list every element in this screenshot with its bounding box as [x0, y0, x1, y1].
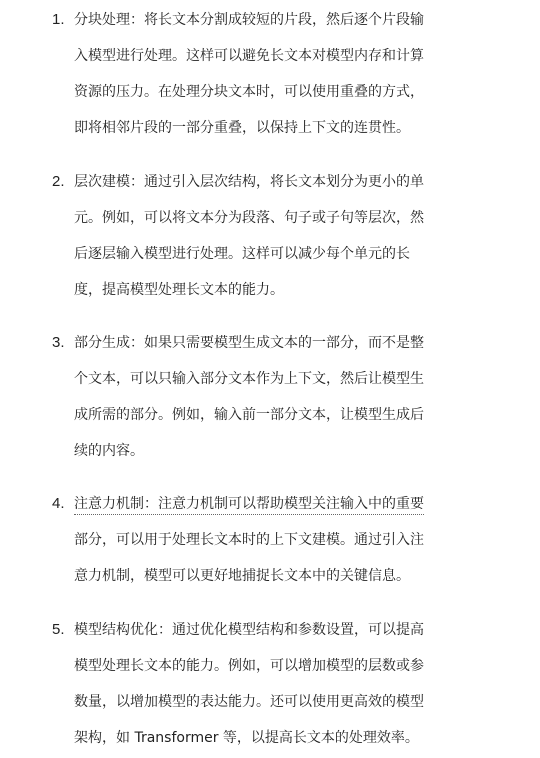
list-item-line: 分块处理：将长文本分割成较短的片段，然后逐个片段输 — [74, 12, 424, 28]
list-item-line: 模型处理长文本的能力。例如，可以增加模型的层数或参 — [74, 658, 424, 674]
list-item-line: 入模型进行处理。这样可以避免长文本对模型内存和计算 — [74, 48, 424, 64]
list-item-number: 1. — [52, 11, 65, 28]
list-item-line: 部分生成：如果只需要模型生成文本的一部分，而不是整 — [74, 335, 424, 351]
list-item-line: 架构，如 Transformer 等，以提高长文本的处理效率。 — [74, 730, 419, 746]
list-item-line: 即将相邻片段的一部分重叠，以保持上下文的连贯性。 — [74, 120, 410, 136]
list-item-number: 2. — [52, 173, 65, 190]
list-item-line: 成所需的部分。例如，输入前一部分文本，让模型生成后 — [74, 407, 424, 423]
list-item-number: 5. — [52, 621, 65, 638]
list-item-line: 部分，可以用于处理长文本时的上下文建模。通过引入注 — [74, 532, 424, 548]
list-item-number: 4. — [52, 495, 65, 512]
list-item-line: 度，提高模型处理长文本的能力。 — [74, 282, 284, 298]
list-item-line: 续的内容。 — [74, 443, 144, 459]
list-item-line: 数量，以增加模型的表达能力。还可以使用更高效的模型 — [74, 694, 424, 710]
list-item-line: 后逐层输入模型进行处理。这样可以减少每个单元的长 — [74, 246, 410, 262]
list-item-line: 注意力机制：注意力机制可以帮助模型关注输入中的重要 — [74, 494, 424, 515]
list-item-line: 资源的压力。在处理分块文本时，可以使用重叠的方式， — [74, 84, 424, 100]
list-item-number: 3. — [52, 334, 65, 351]
list-item-line: 层次建模：通过引入层次结构，将长文本划分为更小的单 — [74, 174, 424, 190]
list-item-line: 元。例如，可以将文本分为段落、句子或子句等层次，然 — [74, 210, 424, 226]
list-item-line: 模型结构优化：通过优化模型结构和参数设置，可以提高 — [74, 622, 424, 638]
list-item-line: 个文本，可以只输入部分文本作为上下文，然后让模型生 — [74, 371, 424, 387]
list-item-line: 意力机制，模型可以更好地捕捉长文本中的关键信息。 — [74, 568, 410, 584]
